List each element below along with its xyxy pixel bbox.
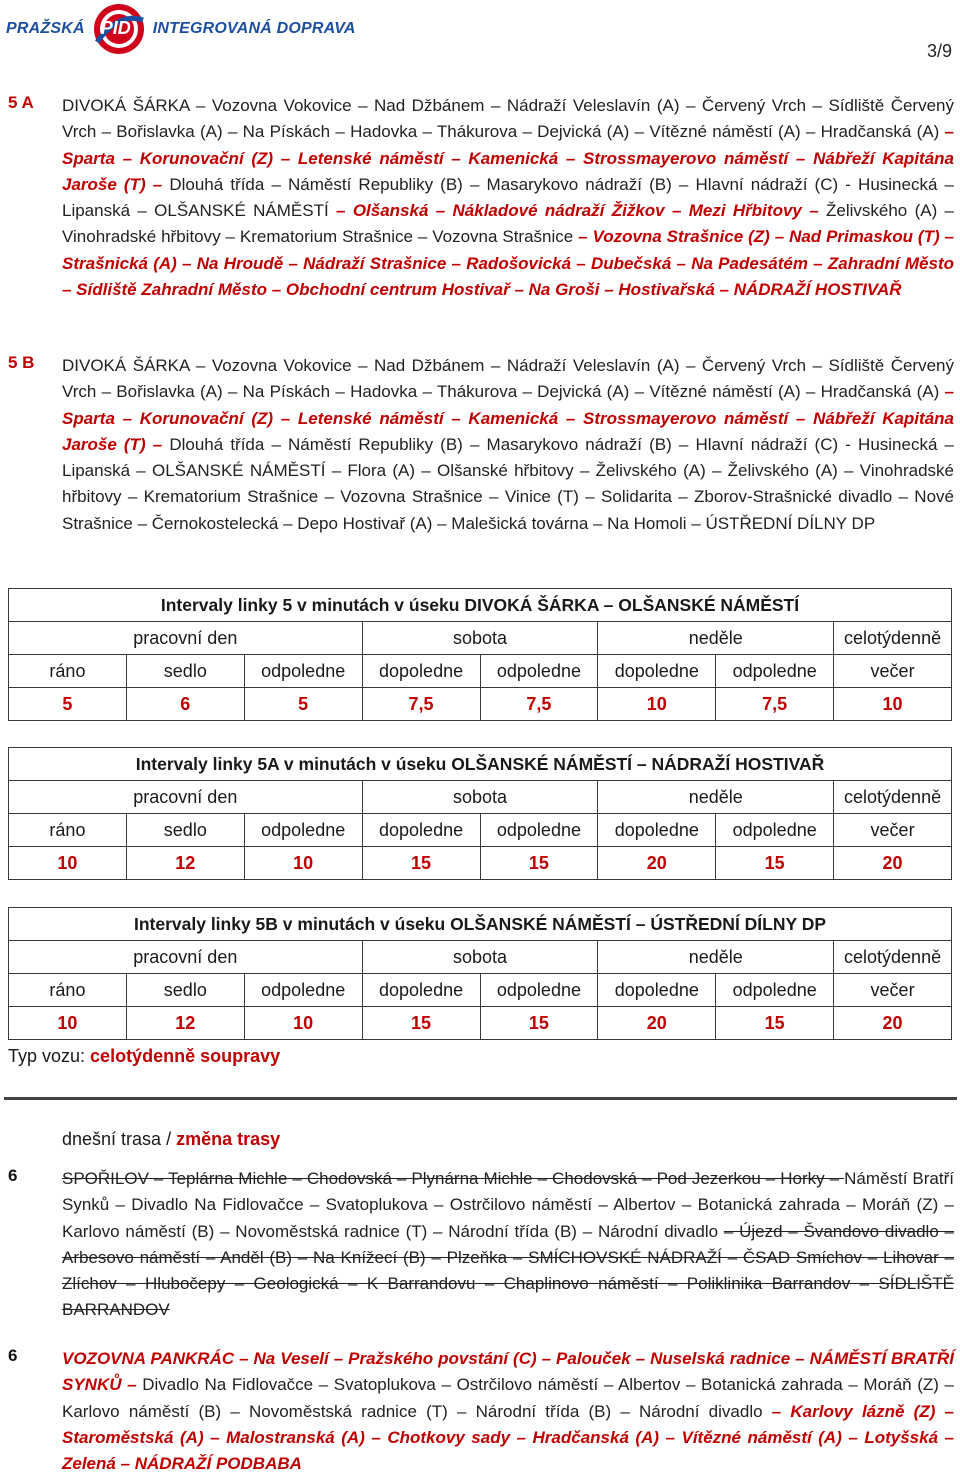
interval-value: 10 bbox=[834, 688, 952, 721]
route-stops bbox=[62, 353, 954, 537]
route-segment: – Vozovna Strašnice (Z) – Nad Primaskou (T) – Strašnická (A) – Na Hroudě – Nádraží Strašnice – Radošovická – Dubečská – Na Padesátém – Zahradní Město – Sídliště Zahradní Město – Obchodní centrum Hostivař – Na Groši – Hostivařská – NÁDRAŽÍ HOSTIVAŘ bbox=[62, 227, 954, 300]
interval-value: 7,5 bbox=[716, 688, 834, 721]
interval-value: 5 bbox=[244, 688, 362, 721]
interval-value: 10 bbox=[244, 1007, 362, 1040]
interval-table-5a bbox=[8, 747, 952, 880]
logo-mid-text: PID bbox=[100, 18, 131, 38]
vehicle-type-value: celotýdenně soupravy bbox=[90, 1046, 281, 1066]
legend-separator: / bbox=[161, 1129, 177, 1149]
interval-value: 15 bbox=[716, 847, 834, 880]
interval-value: 7,5 bbox=[362, 688, 480, 721]
route-segment: DIVOKÁ ŠÁRKA – Vozovna Vokovice – Nad Džbánem – Nádraží Veleslavín (A) – Červený Vrch – Sídliště Červený Vrch – Bořislavka (A) – Na Pískách – Hadovka – Thákurova – Dejvická (A) – Vítězné náměstí (A) – Hradčanská (A) bbox=[62, 356, 954, 402]
legend-changed: změna trasy bbox=[176, 1129, 281, 1149]
period-header: sedlo bbox=[126, 814, 244, 847]
group-header: pracovní den bbox=[9, 622, 363, 655]
period-header: odpoledne bbox=[480, 814, 598, 847]
group-header: celotýdenně bbox=[834, 781, 952, 814]
group-header: celotýdenně bbox=[834, 941, 952, 974]
route-change-legend bbox=[62, 1129, 280, 1150]
period-header: dopoledne bbox=[598, 974, 716, 1007]
period-header: odpoledne bbox=[716, 655, 834, 688]
interval-value: 10 bbox=[9, 847, 127, 880]
period-header: dopoledne bbox=[362, 974, 480, 1007]
group-header: sobota bbox=[362, 941, 598, 974]
logo-left-text: PRAŽSKÁ bbox=[6, 20, 85, 37]
route-stops bbox=[62, 1346, 954, 1477]
interval-value: 15 bbox=[362, 1007, 480, 1040]
route-segment: SPOŘILOV – Teplárna Michle – Chodovská – Plynárna Michle – Chodovská – Pod Jezerkou – Horky – bbox=[62, 1169, 845, 1188]
group-header: celotýdenně bbox=[834, 622, 952, 655]
period-header: sedlo bbox=[126, 655, 244, 688]
period-header: dopoledne bbox=[362, 814, 480, 847]
route-segment: Dlouhá třída – Náměstí Republiky (B) – Masarykovo nádraží (B) – Hlavní nádraží (C) - Husinecká – Lipanská – OLŠANSKÉ NÁMĚSTÍ bbox=[62, 174, 954, 221]
group-header: neděle bbox=[598, 622, 834, 655]
route-label: 6 bbox=[8, 1346, 18, 1365]
route-stops bbox=[62, 93, 954, 303]
period-header: večer bbox=[834, 655, 952, 688]
period-header: odpoledne bbox=[244, 655, 362, 688]
interval-value: 20 bbox=[834, 1007, 952, 1040]
interval-value: 5 bbox=[9, 688, 127, 721]
vehicle-type-note bbox=[8, 1046, 280, 1067]
period-header: dopoledne bbox=[598, 814, 716, 847]
period-header: večer bbox=[834, 974, 952, 1007]
group-header: neděle bbox=[598, 781, 834, 814]
section-divider bbox=[4, 1097, 957, 1100]
pid-emblem-icon bbox=[89, 2, 149, 56]
period-header: odpoledne bbox=[480, 655, 598, 688]
legend-today: dnešní trasa bbox=[62, 1129, 162, 1149]
group-header: neděle bbox=[598, 941, 834, 974]
interval-value: 15 bbox=[480, 847, 598, 880]
table-title: Intervaly linky 5A v minutách v úseku OLŠANSKÉ NÁMĚSTÍ – NÁDRAŽÍ HOSTIVAŘ bbox=[9, 748, 952, 781]
period-header: odpoledne bbox=[244, 974, 362, 1007]
route-segment: Náměstí Bratří Synků – Divadlo Na Fidlovačce – Svatoplukova – Ostrčilovo náměstí – Albertov – Botanická zahrada – Moráň (Z) – Karlovo náměstí (B) – Novoměstská radnice (T) – Národní třída (B) – Národní divadlo bbox=[62, 1169, 954, 1241]
interval-value: 10 bbox=[9, 1007, 127, 1040]
group-header: sobota bbox=[362, 622, 598, 655]
group-header: pracovní den bbox=[9, 941, 363, 974]
route-segment: DIVOKÁ ŠÁRKA – Vozovna Vokovice – Nad Džbánem – Nádraží Veleslavín (A) – Červený Vrch – Sídliště Červený Vrch – Bořislavka (A) – Na Pískách – Hadovka – Thákurova – Dejvická (A) – Vítězné náměstí (A) – Hradčanská (A) bbox=[62, 96, 954, 142]
route-segment: – Újezd – Švandovo divadlo – Arbesovo náměstí – Anděl (B) – Na Knížecí (B) – Plzeňka – SMÍCHOVSKÉ NÁDRAŽÍ – ČSAD Smíchov – Lihovar – Zlíchov – Hlubočepy – Geologická – K Barrandovu – Chaplinovo náměstí – Poliklinika Barrandov – SÍDLIŠTĚ BARRANDOV bbox=[62, 1221, 954, 1320]
interval-value: 7,5 bbox=[480, 688, 598, 721]
route-label: 5 B bbox=[8, 353, 35, 372]
period-header: odpoledne bbox=[716, 974, 834, 1007]
interval-value: 12 bbox=[126, 1007, 244, 1040]
interval-value: 15 bbox=[362, 847, 480, 880]
period-header: ráno bbox=[9, 974, 127, 1007]
route-label: 5 A bbox=[8, 93, 34, 112]
table-title: Intervaly linky 5B v minutách v úseku OLŠANSKÉ NÁMĚSTÍ – ÚSTŘEDNÍ DÍLNY DP bbox=[9, 908, 952, 941]
interval-table-5 bbox=[8, 588, 952, 721]
vehicle-type-label: Typ vozu: bbox=[8, 1046, 91, 1066]
interval-value: 20 bbox=[598, 1007, 716, 1040]
route-segment: – Olšanská – Nákladové nádraží Žižkov – Mezi Hřbitovy – bbox=[336, 201, 819, 221]
route-segment: – Karlovy lázně (Z) – Staroměstská (A) – Malostranská (A) – Chotkovy sady – Hradčanská (A) – Vítězné náměstí (A) – Lotyšská – Zelená – NÁDRAŽÍ PODBABA bbox=[62, 1401, 955, 1474]
route-stops bbox=[62, 1166, 954, 1324]
route-segment: – Sparta – Korunovační (Z) – Letenské náměstí – Kamenická – Strossmayerovo náměstí – Nábřeží Kapitána Jaroše (T) – bbox=[62, 382, 954, 454]
pid-logo bbox=[6, 4, 356, 54]
period-header: odpoledne bbox=[480, 974, 598, 1007]
interval-value: 12 bbox=[126, 847, 244, 880]
period-header: dopoledne bbox=[362, 655, 480, 688]
page-header bbox=[0, 0, 960, 64]
route-segment: Dlouhá třída – Náměstí Republiky (B) – Masarykovo nádraží (B) – Hlavní nádraží (C) - Husinecká – Lipanská – OLŠANSKÉ NÁMĚSTÍ – Flora (A) – Olšanské hřbitovy – Želivského (A) – Želivského (A) – Vinohradské hřbitovy – Krematorium Strašnice – Vozovna Strašnice – Vinice (T) – Solidarita – Zborov-Strašnické divadlo – Nové Strašnice – Černokostelecká – Depo Hostivař (A) – Malešická továrna – Na Homoli – ÚSTŘEDNÍ DÍLNY DP bbox=[62, 434, 954, 533]
route-segment: Želivského (A) – Vinohradské hřbitovy – Krematorium Strašnice – Vozovna Strašnice bbox=[62, 201, 955, 247]
route-segment: Divadlo Na Fidlovačce – Svatoplukova – Ostrčilovo náměstí – Albertov – Botanická zahrada – Moráň (Z) – Karlovo náměstí (B) – Novoměstská radnice (T) – Národní třída (B) – Národní divadlo bbox=[62, 1375, 954, 1421]
interval-value: 20 bbox=[834, 847, 952, 880]
interval-value: 10 bbox=[598, 688, 716, 721]
period-header: dopoledne bbox=[598, 655, 716, 688]
interval-value: 6 bbox=[126, 688, 244, 721]
interval-value: 15 bbox=[480, 1007, 598, 1040]
route-segment: VOZOVNA PANKRÁC – Na Veselí – Pražského povstání (C) – Palouček – Nuselská radnice – NÁMĚSTÍ BRATŘÍ SYNKŮ – bbox=[62, 1349, 954, 1395]
period-header: odpoledne bbox=[244, 814, 362, 847]
period-header: ráno bbox=[9, 814, 127, 847]
logo-right-text: INTEGROVANÁ DOPRAVA bbox=[152, 20, 356, 37]
route-label: 6 bbox=[8, 1166, 18, 1185]
page-number: 3/9 bbox=[926, 41, 952, 61]
period-header: odpoledne bbox=[716, 814, 834, 847]
interval-value: 10 bbox=[244, 847, 362, 880]
interval-table-5b bbox=[8, 907, 952, 1040]
group-header: sobota bbox=[362, 781, 598, 814]
period-header: sedlo bbox=[126, 974, 244, 1007]
route-segment: – Sparta – Korunovační (Z) – Letenské náměstí – Kamenická – Strossmayerovo náměstí – Nábřeží Kapitána Jaroše (T) – bbox=[62, 122, 954, 194]
period-header: večer bbox=[834, 814, 952, 847]
interval-value: 15 bbox=[716, 1007, 834, 1040]
interval-value: 20 bbox=[598, 847, 716, 880]
period-header: ráno bbox=[9, 655, 127, 688]
table-title: Intervaly linky 5 v minutách v úseku DIVOKÁ ŠÁRKA – OLŠANSKÉ NÁMĚSTÍ bbox=[9, 589, 952, 622]
group-header: pracovní den bbox=[9, 781, 363, 814]
